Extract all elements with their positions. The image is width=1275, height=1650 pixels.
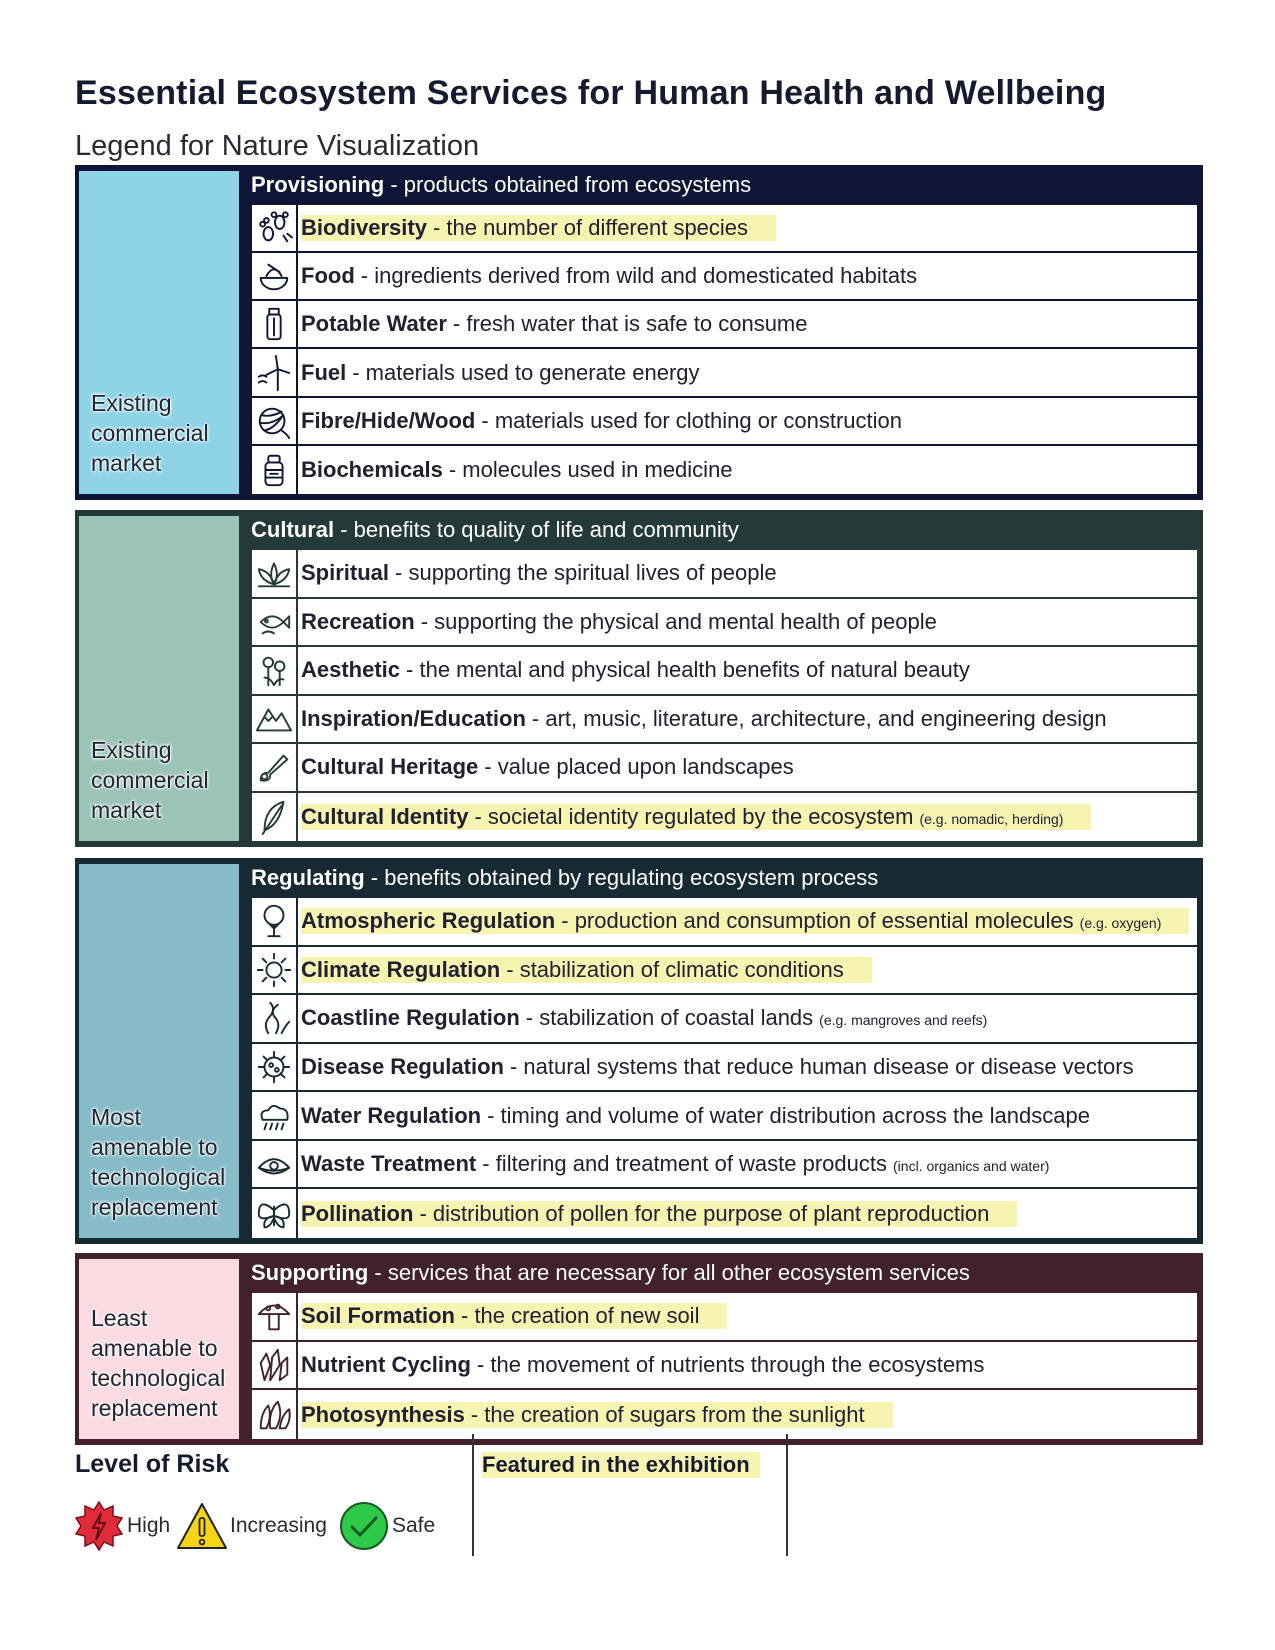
safe-circle bbox=[341, 1503, 387, 1549]
service-line bbox=[301, 1151, 1049, 1177]
service-description: - natural systems that reduce human disease or disease vectors bbox=[509, 1053, 1134, 1079]
service-row-fibre-hide-wood bbox=[252, 398, 1197, 446]
provisioning-band-label: Existing commercial market bbox=[91, 390, 209, 476]
service-name: Biochemicals bbox=[301, 456, 443, 482]
service-line bbox=[301, 457, 733, 483]
service-line bbox=[301, 263, 917, 289]
risk-label-safe: Safe bbox=[392, 1514, 436, 1537]
mountains-icon bbox=[252, 696, 298, 743]
service-line bbox=[301, 706, 1107, 732]
service-text bbox=[301, 550, 777, 597]
service-text bbox=[301, 898, 1189, 945]
crystals-icon bbox=[252, 1342, 298, 1389]
service-description: - ingredients derived from wild and domesticated habitats bbox=[360, 263, 918, 289]
service-text bbox=[301, 349, 700, 395]
service-name: Cultural Identity bbox=[301, 803, 469, 829]
service-name: Climate Regulation bbox=[301, 956, 501, 982]
featured-highlight bbox=[301, 1402, 893, 1428]
service-description: - the creation of new soil bbox=[461, 1303, 700, 1329]
high-risk-starburst bbox=[76, 1502, 122, 1550]
service-row-biochemicals bbox=[252, 446, 1197, 494]
service-text bbox=[301, 793, 1091, 842]
risk-label-high: High bbox=[127, 1514, 171, 1537]
service-row-coastline-regulation bbox=[252, 995, 1197, 1044]
service-note: (e.g. nomadic, herding) bbox=[919, 810, 1064, 827]
service-text bbox=[301, 301, 808, 347]
service-description: - timing and volume of water distribution across the landscape bbox=[487, 1102, 1090, 1128]
service-row-recreation bbox=[252, 599, 1197, 648]
service-text bbox=[301, 1342, 984, 1389]
page-title: Essential Ecosystem Services for Human Health and Wellbeing bbox=[75, 74, 1107, 112]
supporting-rows bbox=[252, 1293, 1197, 1439]
service-line bbox=[301, 1352, 984, 1378]
service-line bbox=[301, 560, 777, 586]
service-name: Soil Formation bbox=[301, 1303, 455, 1329]
service-row-cultural-identity bbox=[252, 793, 1197, 842]
pipe-icon bbox=[252, 744, 298, 791]
service-description: - the movement of nutrients through the ecosystems bbox=[476, 1351, 985, 1377]
service-text bbox=[301, 947, 872, 994]
featured-highlight bbox=[301, 804, 1091, 830]
service-text bbox=[301, 599, 937, 646]
service-text bbox=[301, 446, 733, 494]
service-name: Atmospheric Regulation bbox=[301, 908, 556, 934]
service-note: (e.g. mangroves and reefs) bbox=[819, 1012, 988, 1029]
leaves-icon bbox=[252, 1390, 298, 1439]
service-text bbox=[301, 1044, 1134, 1091]
service-description: - production and consumption of essential molecules bbox=[561, 908, 1074, 934]
fish-icon bbox=[252, 599, 298, 646]
supporting-section bbox=[75, 1253, 1203, 1445]
service-description: - filtering and treatment of waste products bbox=[482, 1151, 888, 1177]
service-name: Biodiversity bbox=[301, 215, 427, 241]
service-name: Fibre/Hide/Wood bbox=[301, 407, 476, 433]
service-description: - supporting the physical and mental health of people bbox=[420, 608, 937, 634]
service-name: Spiritual bbox=[301, 560, 390, 586]
regulating-header-name: Regulating bbox=[251, 865, 365, 890]
service-line bbox=[301, 360, 700, 386]
service-row-food bbox=[252, 253, 1197, 301]
service-name: Pollination bbox=[301, 1200, 414, 1226]
regulating-band-label: Most amenable to technological replacement bbox=[91, 1104, 226, 1220]
service-name: Aesthetic bbox=[301, 657, 401, 683]
food-bowl-icon bbox=[252, 253, 298, 299]
butterfly-icon bbox=[252, 1189, 298, 1238]
featured-highlight bbox=[301, 1303, 727, 1329]
service-text bbox=[301, 253, 917, 299]
supporting-band-label: Least amenable to technological replacement bbox=[91, 1305, 226, 1421]
oyster-icon bbox=[252, 1141, 298, 1188]
service-name: Cultural Heritage bbox=[301, 754, 479, 780]
service-line bbox=[301, 754, 794, 780]
flowers-icon bbox=[252, 647, 298, 694]
service-text bbox=[301, 647, 970, 694]
water-bottle-icon bbox=[252, 301, 298, 347]
service-description: - materials used for clothing or construction bbox=[481, 407, 903, 433]
service-description: - distribution of pollen for the purpose of plant reproduction bbox=[419, 1200, 990, 1226]
wind-turbine-icon bbox=[252, 349, 298, 395]
yarn-ball-icon bbox=[252, 398, 298, 444]
service-line bbox=[301, 657, 970, 683]
animal-tracks-icon bbox=[252, 205, 298, 251]
high-risk-icon bbox=[73, 1500, 125, 1552]
risk-title: Level of Risk bbox=[75, 1450, 230, 1478]
lotus-icon bbox=[252, 550, 298, 597]
service-name: Photosynthesis bbox=[301, 1401, 465, 1427]
service-text bbox=[301, 1189, 1017, 1238]
risk-item-safe bbox=[338, 1500, 435, 1552]
service-row-disease-regulation bbox=[252, 1044, 1197, 1093]
service-text bbox=[301, 398, 902, 444]
cultural-header-name: Cultural bbox=[251, 517, 335, 542]
service-description: - societal identity regulated by the ecosystem bbox=[474, 803, 914, 829]
service-row-fuel bbox=[252, 349, 1197, 397]
service-description: - stabilization of climatic conditions bbox=[506, 956, 844, 982]
mushroom-icon bbox=[252, 1293, 298, 1340]
service-name: Potable Water bbox=[301, 311, 447, 337]
service-row-soil-formation bbox=[252, 1293, 1197, 1342]
service-name: Recreation bbox=[301, 608, 415, 634]
service-row-atmospheric-regulation bbox=[252, 898, 1197, 947]
tree-icon bbox=[252, 898, 298, 945]
service-text bbox=[301, 205, 776, 251]
cultural-band-label: Existing commercial market bbox=[91, 737, 209, 823]
cultural-section bbox=[75, 510, 1203, 847]
service-row-nutrient-cycling bbox=[252, 1342, 1197, 1391]
service-name: Inspiration/Education bbox=[301, 705, 526, 731]
featured-highlight bbox=[301, 1201, 1017, 1227]
service-row-climate-regulation bbox=[252, 947, 1197, 996]
regulating-header bbox=[247, 858, 1199, 898]
service-name: Nutrient Cycling bbox=[301, 1351, 471, 1377]
service-line bbox=[301, 311, 808, 337]
regulating-header-desc: - benefits obtained by regulating ecosystem process bbox=[364, 865, 879, 890]
supporting-header-name: Supporting bbox=[251, 1260, 369, 1285]
service-row-biodiversity bbox=[252, 205, 1197, 253]
service-description: - molecules used in medicine bbox=[448, 456, 733, 482]
check-icon bbox=[338, 1500, 390, 1552]
featured-highlight bbox=[301, 215, 776, 241]
regulating-rows bbox=[252, 898, 1197, 1238]
service-text bbox=[301, 696, 1107, 743]
risk-item-high bbox=[73, 1500, 170, 1552]
service-note: (incl. organics and water) bbox=[893, 1158, 1050, 1175]
risk-item-increasing bbox=[176, 1500, 327, 1552]
cultural-header-desc: - benefits to quality of life and community bbox=[334, 517, 739, 542]
service-row-water-regulation bbox=[252, 1092, 1197, 1141]
service-text bbox=[301, 744, 794, 791]
service-description: - value placed upon landscapes bbox=[484, 754, 794, 780]
supporting-header-desc: - services that are necessary for all other ecosystem services bbox=[368, 1260, 970, 1285]
service-row-photosynthesis bbox=[252, 1390, 1197, 1439]
service-description: - supporting the spiritual lives of people bbox=[395, 560, 777, 586]
featured-highlight bbox=[301, 908, 1189, 934]
service-name: Water Regulation bbox=[301, 1102, 482, 1128]
service-line bbox=[301, 609, 937, 635]
service-text bbox=[301, 995, 987, 1042]
service-row-waste-treatment bbox=[252, 1141, 1197, 1190]
cultural-rows bbox=[252, 550, 1197, 841]
provisioning-header bbox=[247, 165, 1199, 205]
featured-highlight bbox=[301, 957, 872, 983]
service-description: - stabilization of coastal lands bbox=[525, 1005, 814, 1031]
service-text bbox=[301, 1092, 1090, 1139]
page-subtitle: Legend for Nature Visualization bbox=[75, 130, 480, 162]
sun-icon bbox=[252, 947, 298, 994]
service-description: - fresh water that is safe to consume bbox=[452, 311, 808, 337]
warning-triangle bbox=[178, 1504, 226, 1548]
provisioning-header-desc: - products obtained from ecosystems bbox=[384, 172, 752, 197]
service-line bbox=[301, 1005, 987, 1031]
service-row-spiritual bbox=[252, 550, 1197, 599]
provisioning-rows bbox=[252, 205, 1197, 494]
service-name: Coastline Regulation bbox=[301, 1005, 520, 1031]
service-text bbox=[301, 1141, 1049, 1188]
cultural-header bbox=[247, 510, 1199, 550]
risk-label-increasing: Increasing bbox=[230, 1514, 327, 1537]
service-text bbox=[301, 1390, 893, 1439]
supporting-header bbox=[247, 1253, 1199, 1293]
supporting-band bbox=[79, 1259, 239, 1439]
service-name: Disease Regulation bbox=[301, 1053, 504, 1079]
regulating-section bbox=[75, 858, 1203, 1244]
service-line bbox=[301, 1103, 1090, 1129]
service-note: (e.g. oxygen) bbox=[1079, 915, 1162, 932]
service-name: Fuel bbox=[301, 359, 347, 385]
featured-label: Featured in the exhibition bbox=[482, 1452, 760, 1478]
service-row-aesthetic bbox=[252, 647, 1197, 696]
feather-icon bbox=[252, 793, 298, 842]
provisioning-section bbox=[75, 165, 1203, 500]
service-description: - the creation of sugars from the sunlight bbox=[470, 1401, 865, 1427]
service-description: - materials used to generate energy bbox=[352, 359, 700, 385]
footer-divider-right bbox=[786, 1434, 788, 1556]
seaweed-icon bbox=[252, 995, 298, 1042]
service-description: - the number of different species bbox=[432, 215, 749, 241]
service-name: Food bbox=[301, 263, 355, 289]
service-row-potable-water bbox=[252, 301, 1197, 349]
footer-divider-left bbox=[472, 1434, 474, 1556]
service-line bbox=[301, 1054, 1134, 1080]
regulating-band bbox=[79, 864, 239, 1238]
cultural-band bbox=[79, 516, 239, 841]
service-description: - art, music, literature, architecture, and engineering design bbox=[531, 705, 1107, 731]
medicine-jar-icon bbox=[252, 446, 298, 494]
service-row-cultural-heritage bbox=[252, 744, 1197, 793]
service-text bbox=[301, 1293, 727, 1340]
provisioning-header-name: Provisioning bbox=[251, 172, 385, 197]
warning-icon bbox=[176, 1500, 228, 1552]
provisioning-band bbox=[79, 171, 239, 494]
service-description: - the mental and physical health benefits of natural beauty bbox=[406, 657, 970, 683]
virus-icon bbox=[252, 1044, 298, 1091]
service-row-inspiration-education bbox=[252, 696, 1197, 745]
service-name: Waste Treatment bbox=[301, 1151, 477, 1177]
service-row-pollination bbox=[252, 1189, 1197, 1238]
rain-cloud-icon bbox=[252, 1092, 298, 1139]
service-line bbox=[301, 408, 902, 434]
